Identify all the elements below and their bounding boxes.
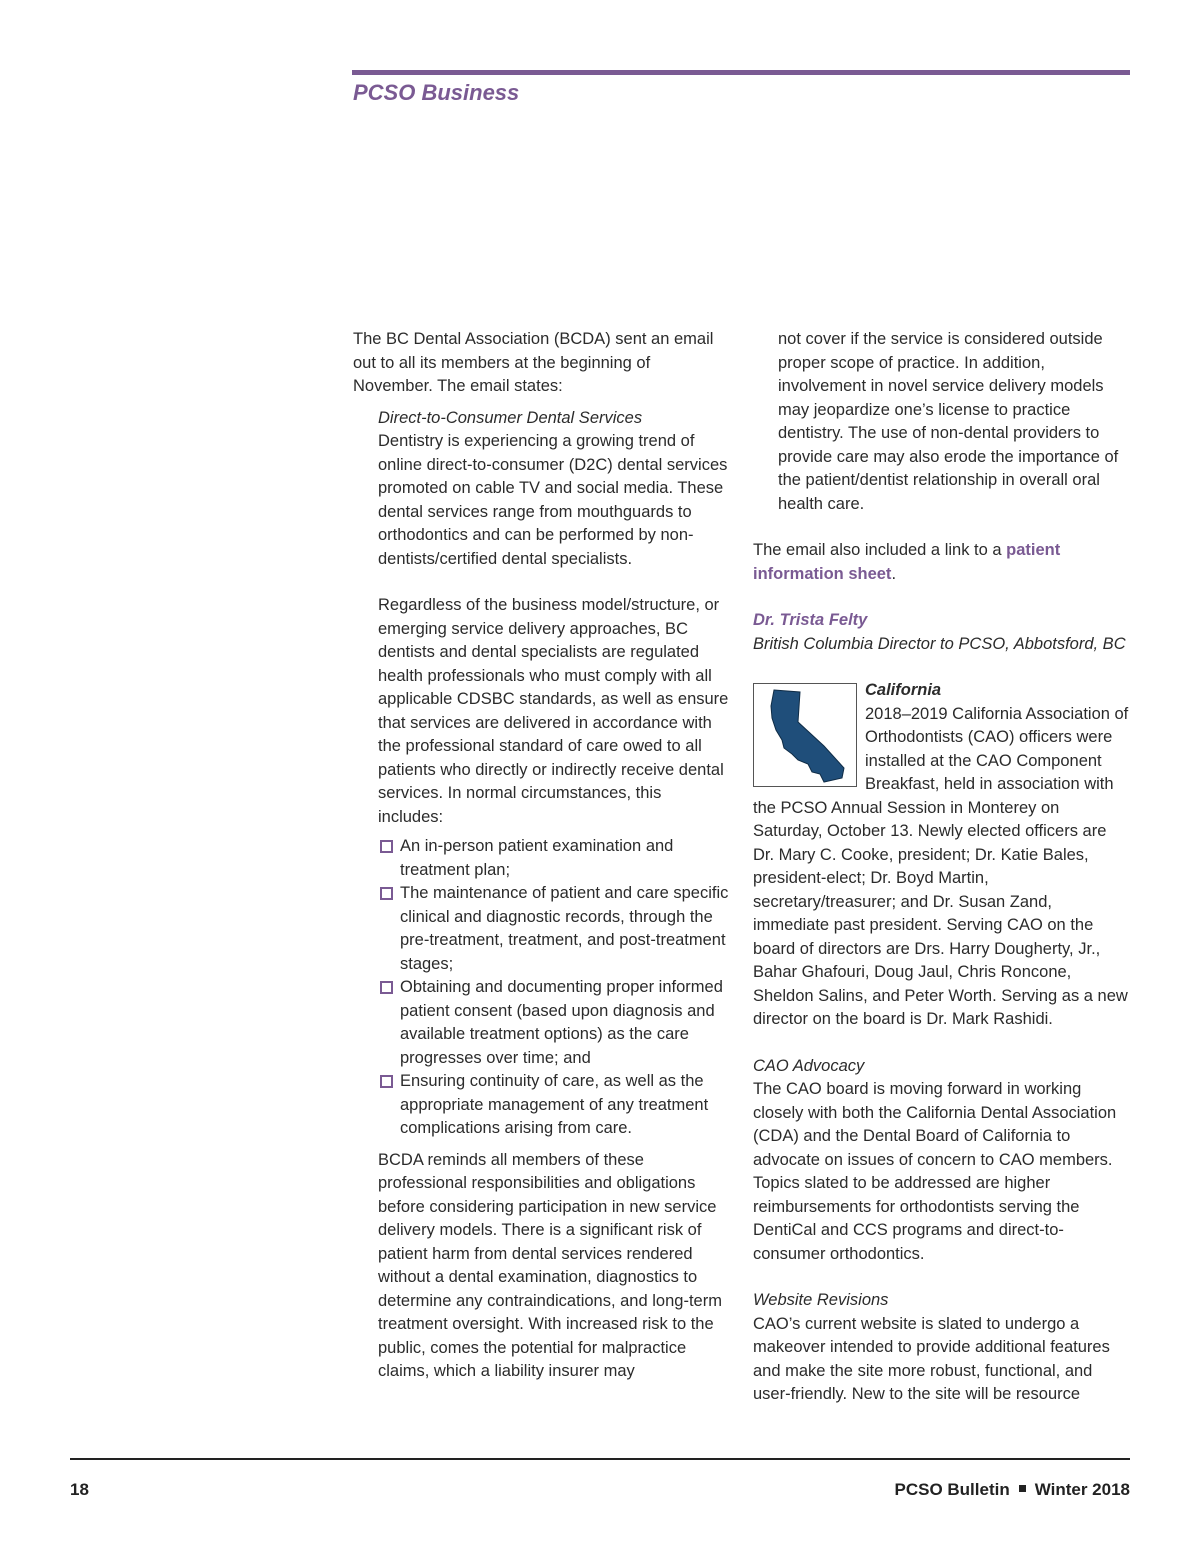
footer-rule	[70, 1458, 1130, 1460]
list-item: Obtaining and documenting proper informed patient consent (based upon diagnosis and available treatment options) as the care progresses over time; and	[378, 976, 731, 1070]
square-outline-icon	[380, 981, 393, 994]
patient-information-sheet-link[interactable]: patient information sheet	[753, 541, 1061, 583]
author-name: Dr. Trista Felty	[753, 611, 868, 629]
requirements-list	[378, 835, 731, 1141]
advocacy-heading: CAO Advocacy	[753, 1056, 865, 1075]
quote-paragraph-3-continued: not cover if the service is considered outside proper scope of practice. In addition, involvement in novel service delivery models may jeopardize one’s license to practice dentistry. The use of non-dental providers to provide care may also erode the importance of the patient/dentist relationship in overall oral health care.	[778, 330, 1119, 513]
author-title: British Columbia Director to PCSO, Abbotsford, BC	[753, 634, 1126, 653]
page-number: 18	[70, 1480, 89, 1499]
intro-paragraph: The BC Dental Association (BCDA) sent an email out to all its members at the beginning of November. The email states:	[353, 330, 714, 395]
california-map-graphic	[754, 684, 858, 788]
right-column	[753, 328, 1131, 1407]
issue-name: Winter 2018	[1034, 1480, 1130, 1499]
publication-name: PCSO Bulletin	[894, 1480, 1010, 1499]
website-heading: Website Revisions	[753, 1291, 889, 1309]
list-item: Ensuring continuity of care, as well as the appropriate management of any treatment complications arising from care.	[378, 1070, 731, 1141]
header-rule	[352, 70, 1130, 75]
advocacy-paragraph: The CAO board is moving forward in working closely with both the California Dental Association (CDA) and the Dental Board of California to advocate on issues of concern to CAO members. Topics slated to be addressed are higher reimbursements for orthodontists serving the DentiCal and CCS programs and direct-to-consumer orthodontics.	[753, 1080, 1117, 1263]
quote-paragraph-3: BCDA reminds all members of these professional responsibilities and obligations before considering participation in new service delivery models. There is a significant risk of patient harm from dental services rendered without a dental examination, diagnostics to determine any contraindications, and long-term treatment oversight. With increased risk to the public, comes the potential for malpractice claims, which a liability insurer may	[378, 1150, 722, 1380]
quote-heading: Direct-to-Consumer Dental Services	[378, 408, 643, 427]
website-paragraph: CAO’s current website is slated to undergo a makeover intended to provide additional features and make the site more robust, functional, and user-friendly. New to the site will be resource	[753, 1314, 1110, 1403]
square-outline-icon	[380, 887, 393, 900]
section-title: PCSO Business	[353, 80, 520, 105]
email-link-paragraph: The email also included a link to a patient information sheet.	[753, 541, 1061, 583]
list-item: The maintenance of patient and care specific clinical and diagnostic records, through the pre-treatment, treatment, and post-treatment stages;	[378, 882, 731, 976]
quote-paragraph-1: Dentistry is experiencing a growing trend of online direct-to-consumer (D2C) dental services promoted on cable TV and social media. These dental services range from mouthguards to orthodontics and can be performed by non-dentists/certified dental specialists.	[378, 432, 728, 568]
square-outline-icon	[380, 840, 393, 853]
california-section	[753, 679, 1131, 1032]
quote-paragraph-2: Regardless of the business model/structure, or emerging service delivery approaches, BC dentists and dental specialists are regulated health professionals who must comply with all applicable CDSBC standards, as well as ensure that services are delivered in accordance with the professional standard of care owed to all patients who directly or indirectly receive dental services. In normal circumstances, this includes:	[378, 596, 729, 826]
california-heading: California	[865, 681, 942, 699]
california-paragraph: 2018–2019 California Association of Orthodontists (CAO) officers were installed at the CAO Component Breakfast, held in association with the PCSO Annual Session in Monterey on Saturday, October 13. Newly elected officers are Dr. Mary C. Cooke, president; Dr. Katie Bales, president-elect; Dr. Boyd Martin, secretary/treasurer; and Dr. Susan Zand, immediate past president. Serving CAO on the board of directors are Drs. Harry Dougherty, Jr., Bahar Ghafouri, Doug Jaul, Chris Roncone, Sheldon Salins, and Peter Worth. Serving as a new director on the board is Dr. Mark Rashidi.	[753, 704, 1129, 1028]
square-outline-icon	[380, 1075, 393, 1088]
footer-publication	[894, 1480, 1130, 1500]
left-column	[353, 328, 731, 1384]
california-map-icon	[753, 683, 857, 787]
square-separator-icon	[1019, 1485, 1026, 1492]
list-item: An in-person patient examination and treatment plan;	[378, 835, 731, 882]
